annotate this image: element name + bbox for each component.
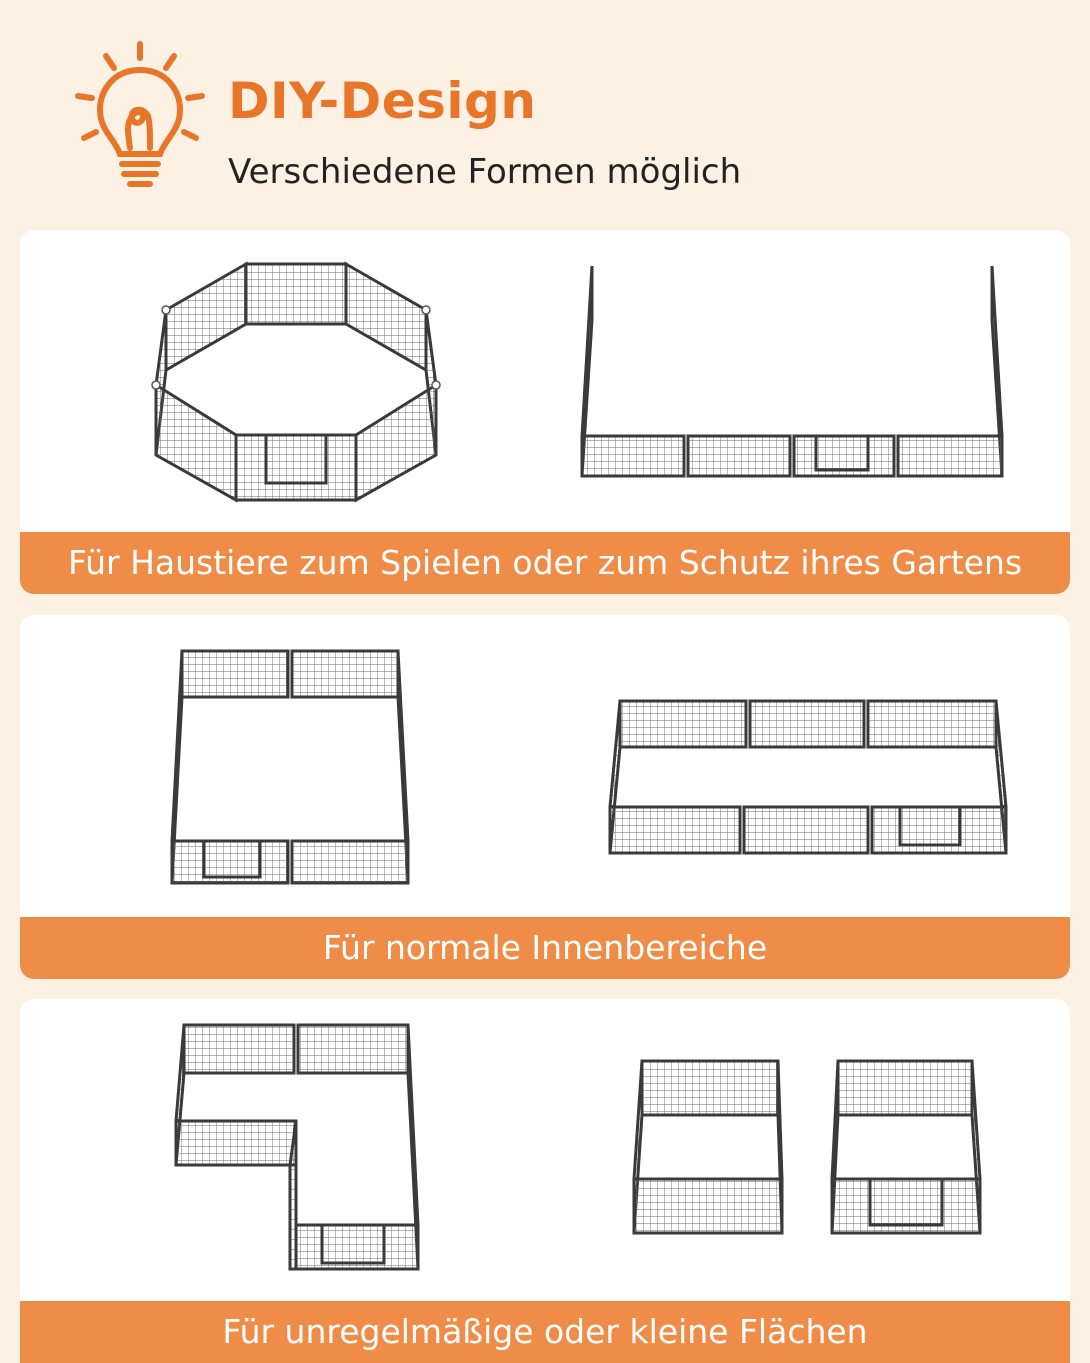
u-shape-fence: [582, 266, 1002, 476]
section-card-1: [20, 230, 1070, 594]
fence-illustration-1: [20, 230, 1070, 530]
lightbulb-icon: [70, 38, 210, 198]
section-caption-3: Für unregelmäßige oder kleine Flächen: [20, 1301, 1070, 1363]
section-caption-2: Für normale Innenbereiche: [20, 917, 1070, 979]
header: [0, 0, 1090, 220]
page-title: DIY-Design: [228, 72, 537, 130]
octagon-fence: [152, 264, 440, 500]
l-shape-fence: [176, 1025, 418, 1269]
page-subtitle: Verschiedene Formen möglich: [228, 152, 742, 192]
square-fence: [172, 651, 408, 883]
fence-illustration-3: [20, 999, 1070, 1299]
section-card-2: [20, 615, 1070, 979]
two-small-square-fences: [634, 1061, 980, 1233]
section-caption-1: Für Haustiere zum Spielen oder zum Schutz ihres Gartens: [20, 532, 1070, 594]
rectangle-fence: [610, 701, 1006, 853]
section-card-3: [20, 999, 1070, 1363]
fence-illustration-2: [20, 615, 1070, 915]
